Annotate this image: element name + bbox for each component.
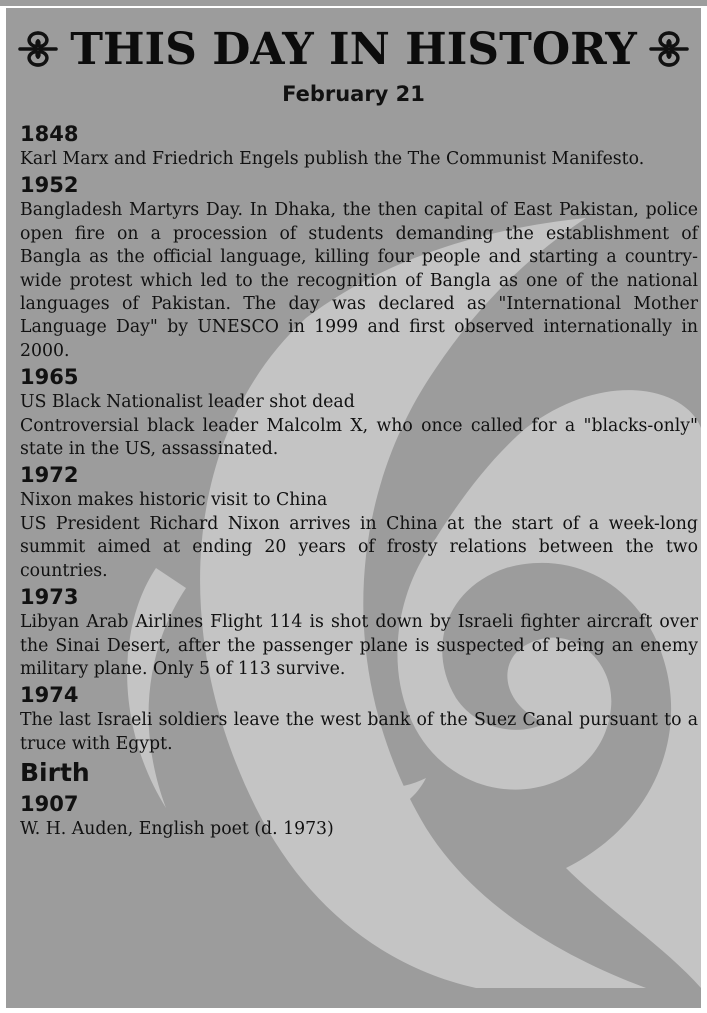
entry-headline: US Black Nationalist leader shot dead <box>20 392 355 413</box>
entry-text: Libyan Arab Airlines Flight 114 is shot down by Israeli fighter aircraft over the Sinai Desert, after the passenger plane is suspected of being an enemy military plane. Only 5 of 113 survive. <box>20 612 698 679</box>
page-title: THIS DAY IN HISTORY <box>70 23 637 75</box>
birth-text: W. H. Auden, English poet (d. 1973) <box>20 819 334 840</box>
entry-year: 1965 <box>20 365 79 390</box>
entry-year: 1973 <box>20 585 79 610</box>
entry-year: 1848 <box>20 122 79 146</box>
scroll-ornament-icon <box>647 29 691 69</box>
entry-text: Controversial black leader Malcolm X, who once called for a "blacks-only" state in the US, assassinated. <box>20 415 698 460</box>
entry-year: 1974 <box>20 683 79 708</box>
entry-1973 <box>20 583 698 681</box>
entry-text: Bangladesh Martyrs Day. In Dhaka, the then capital of East Pakistan, police open fire on a procession of students demanding the establishment of Bangla as the official language, killing four people and starting a country-wide protest which led to the recognition of Bangla as one of the national languages of Pakistan. The day was declared as "International Mother Language Day" by UNESCO in 1999 and first observed internationally in 2000. <box>20 200 698 361</box>
date-subtitle: February 21 <box>282 82 425 106</box>
entries-list <box>20 120 698 842</box>
entry-headline: Nixon makes historic visit to China <box>20 490 328 511</box>
entry-1972 <box>20 461 698 583</box>
entry-year: 1952 <box>20 173 79 198</box>
header <box>6 18 701 80</box>
section-heading-birth: Birth <box>20 758 90 788</box>
entry-1974 <box>20 681 698 756</box>
entry-1965 <box>20 363 698 461</box>
entry-1848 <box>20 120 698 171</box>
birth-year: 1907 <box>20 792 79 817</box>
history-panel <box>6 8 701 1008</box>
scroll-ornament-icon <box>16 29 60 69</box>
top-rule <box>0 0 707 6</box>
entry-1952 <box>20 171 698 363</box>
entry-text: US President Richard Nixon arrives in China at the start of a week-long summit aimed at ending 20 years of frosty relations between the two countries. <box>20 513 698 581</box>
birth-section <box>20 756 698 841</box>
entry-text: Karl Marx and Friedrich Engels publish the The Communist Manifesto. <box>20 149 645 169</box>
entry-year: 1972 <box>20 463 79 488</box>
entry-text: The last Israeli soldiers leave the west bank of the Suez Canal pursuant to a truce with Egypt. <box>20 710 698 754</box>
